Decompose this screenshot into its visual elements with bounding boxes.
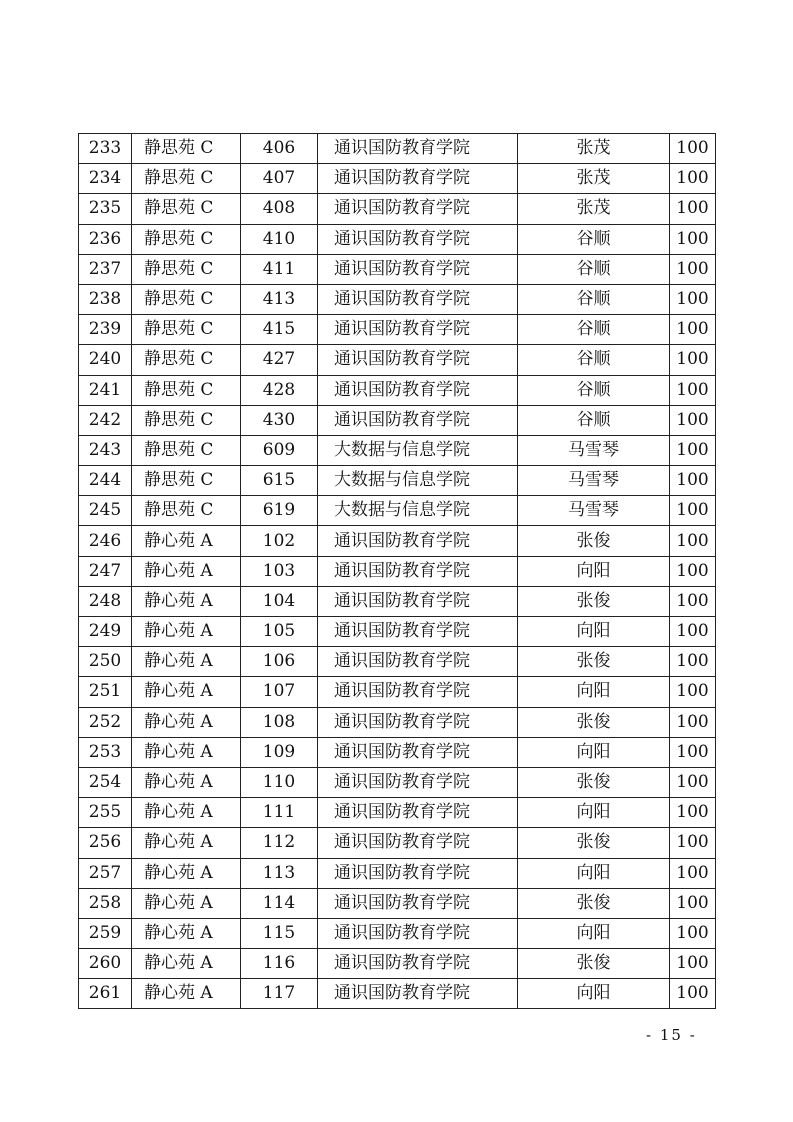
- room-cell: 112: [241, 828, 318, 858]
- room-cell: 619: [241, 496, 318, 526]
- row-number-cell: 260: [79, 949, 132, 979]
- room-cell: 408: [241, 194, 318, 224]
- table-row: [79, 798, 716, 828]
- college-cell: 大数据与信息学院: [318, 435, 518, 465]
- row-number-cell: 259: [79, 918, 132, 948]
- score-cell: 100: [670, 164, 716, 194]
- score-cell: 100: [670, 405, 716, 435]
- score-cell: 100: [670, 345, 716, 375]
- room-cell: 609: [241, 435, 318, 465]
- college-cell: 大数据与信息学院: [318, 496, 518, 526]
- table-row: [79, 707, 716, 737]
- table-body: [79, 134, 716, 1009]
- score-cell: 100: [670, 888, 716, 918]
- building-cell: 静思苑 C: [132, 435, 241, 465]
- person-cell: 张俊: [518, 949, 670, 979]
- college-cell: 通识国防教育学院: [318, 224, 518, 254]
- table-row: [79, 918, 716, 948]
- college-cell: 通识国防教育学院: [318, 647, 518, 677]
- room-cell: 428: [241, 375, 318, 405]
- person-cell: 向阳: [518, 556, 670, 586]
- score-cell: 100: [670, 737, 716, 767]
- room-cell: 106: [241, 647, 318, 677]
- person-cell: 谷顺: [518, 315, 670, 345]
- score-cell: 100: [670, 979, 716, 1009]
- person-cell: 张茂: [518, 164, 670, 194]
- row-number-cell: 243: [79, 435, 132, 465]
- score-cell: 100: [670, 194, 716, 224]
- building-cell: 静思苑 C: [132, 194, 241, 224]
- row-number-cell: 239: [79, 315, 132, 345]
- person-cell: 向阳: [518, 737, 670, 767]
- room-cell: 410: [241, 224, 318, 254]
- college-cell: 通识国防教育学院: [318, 828, 518, 858]
- room-cell: 115: [241, 918, 318, 948]
- room-cell: 108: [241, 707, 318, 737]
- score-cell: 100: [670, 526, 716, 556]
- table-row: [79, 405, 716, 435]
- table-row: [79, 375, 716, 405]
- building-cell: 静思苑 C: [132, 164, 241, 194]
- person-cell: 谷顺: [518, 284, 670, 314]
- building-cell: 静心苑 A: [132, 949, 241, 979]
- row-number-cell: 249: [79, 617, 132, 647]
- college-cell: 通识国防教育学院: [318, 737, 518, 767]
- dormitory-score-table: [78, 133, 716, 1009]
- person-cell: 向阳: [518, 918, 670, 948]
- table-row: [79, 254, 716, 284]
- table-row: [79, 677, 716, 707]
- college-cell: 通识国防教育学院: [318, 284, 518, 314]
- college-cell: 通识国防教育学院: [318, 556, 518, 586]
- building-cell: 静思苑 C: [132, 345, 241, 375]
- row-number-cell: 234: [79, 164, 132, 194]
- college-cell: 通识国防教育学院: [318, 918, 518, 948]
- score-cell: 100: [670, 224, 716, 254]
- person-cell: 张茂: [518, 134, 670, 164]
- person-cell: 张俊: [518, 647, 670, 677]
- row-number-cell: 235: [79, 194, 132, 224]
- row-number-cell: 233: [79, 134, 132, 164]
- college-cell: 通识国防教育学院: [318, 164, 518, 194]
- room-cell: 413: [241, 284, 318, 314]
- row-number-cell: 251: [79, 677, 132, 707]
- row-number-cell: 237: [79, 254, 132, 284]
- person-cell: 张俊: [518, 767, 670, 797]
- score-cell: 100: [670, 677, 716, 707]
- building-cell: 静思苑 C: [132, 466, 241, 496]
- room-cell: 110: [241, 767, 318, 797]
- room-cell: 109: [241, 737, 318, 767]
- person-cell: 马雪琴: [518, 466, 670, 496]
- score-cell: 100: [670, 949, 716, 979]
- building-cell: 静思苑 C: [132, 405, 241, 435]
- score-cell: 100: [670, 254, 716, 284]
- table-row: [79, 496, 716, 526]
- building-cell: 静心苑 A: [132, 858, 241, 888]
- table-row: [79, 647, 716, 677]
- table-row: [79, 979, 716, 1009]
- score-cell: 100: [670, 134, 716, 164]
- table-row: [79, 194, 716, 224]
- row-number-cell: 236: [79, 224, 132, 254]
- row-number-cell: 244: [79, 466, 132, 496]
- college-cell: 通识国防教育学院: [318, 949, 518, 979]
- college-cell: 通识国防教育学院: [318, 526, 518, 556]
- person-cell: 谷顺: [518, 224, 670, 254]
- building-cell: 静心苑 A: [132, 586, 241, 616]
- building-cell: 静思苑 C: [132, 375, 241, 405]
- room-cell: 615: [241, 466, 318, 496]
- building-cell: 静思苑 C: [132, 254, 241, 284]
- table-row: [79, 949, 716, 979]
- table-row: [79, 315, 716, 345]
- room-cell: 116: [241, 949, 318, 979]
- building-cell: 静心苑 A: [132, 707, 241, 737]
- row-number-cell: 245: [79, 496, 132, 526]
- row-number-cell: 257: [79, 858, 132, 888]
- row-number-cell: 256: [79, 828, 132, 858]
- person-cell: 马雪琴: [518, 435, 670, 465]
- college-cell: 通识国防教育学院: [318, 677, 518, 707]
- room-cell: 103: [241, 556, 318, 586]
- college-cell: 通识国防教育学院: [318, 888, 518, 918]
- person-cell: 张茂: [518, 194, 670, 224]
- row-number-cell: 242: [79, 405, 132, 435]
- college-cell: 通识国防教育学院: [318, 858, 518, 888]
- row-number-cell: 247: [79, 556, 132, 586]
- building-cell: 静心苑 A: [132, 828, 241, 858]
- college-cell: 通识国防教育学院: [318, 979, 518, 1009]
- score-cell: 100: [670, 918, 716, 948]
- room-cell: 113: [241, 858, 318, 888]
- table-row: [79, 284, 716, 314]
- college-cell: 通识国防教育学院: [318, 315, 518, 345]
- table-row: [79, 224, 716, 254]
- table-row: [79, 435, 716, 465]
- table-row: [79, 134, 716, 164]
- room-cell: 415: [241, 315, 318, 345]
- building-cell: 静心苑 A: [132, 979, 241, 1009]
- room-cell: 430: [241, 405, 318, 435]
- person-cell: 向阳: [518, 798, 670, 828]
- table-row: [79, 737, 716, 767]
- person-cell: 向阳: [518, 617, 670, 647]
- building-cell: 静思苑 C: [132, 496, 241, 526]
- person-cell: 张俊: [518, 707, 670, 737]
- room-cell: 117: [241, 979, 318, 1009]
- room-cell: 411: [241, 254, 318, 284]
- table-row: [79, 466, 716, 496]
- college-cell: 通识国防教育学院: [318, 767, 518, 797]
- person-cell: 张俊: [518, 526, 670, 556]
- person-cell: 谷顺: [518, 405, 670, 435]
- building-cell: 静思苑 C: [132, 134, 241, 164]
- row-number-cell: 254: [79, 767, 132, 797]
- row-number-cell: 238: [79, 284, 132, 314]
- room-cell: 427: [241, 345, 318, 375]
- score-cell: 100: [670, 707, 716, 737]
- score-cell: 100: [670, 496, 716, 526]
- room-cell: 107: [241, 677, 318, 707]
- room-cell: 114: [241, 888, 318, 918]
- person-cell: 谷顺: [518, 345, 670, 375]
- row-number-cell: 255: [79, 798, 132, 828]
- score-cell: 100: [670, 647, 716, 677]
- score-cell: 100: [670, 767, 716, 797]
- score-cell: 100: [670, 556, 716, 586]
- score-cell: 100: [670, 586, 716, 616]
- person-cell: 向阳: [518, 858, 670, 888]
- score-cell: 100: [670, 798, 716, 828]
- college-cell: 通识国防教育学院: [318, 405, 518, 435]
- person-cell: 马雪琴: [518, 496, 670, 526]
- score-cell: 100: [670, 466, 716, 496]
- college-cell: 通识国防教育学院: [318, 375, 518, 405]
- table-row: [79, 345, 716, 375]
- score-cell: 100: [670, 858, 716, 888]
- building-cell: 静心苑 A: [132, 918, 241, 948]
- row-number-cell: 252: [79, 707, 132, 737]
- table-row: [79, 526, 716, 556]
- row-number-cell: 240: [79, 345, 132, 375]
- row-number-cell: 258: [79, 888, 132, 918]
- row-number-cell: 250: [79, 647, 132, 677]
- row-number-cell: 253: [79, 737, 132, 767]
- score-cell: 100: [670, 284, 716, 314]
- room-cell: 105: [241, 617, 318, 647]
- college-cell: 通识国防教育学院: [318, 345, 518, 375]
- college-cell: 通识国防教育学院: [318, 617, 518, 647]
- room-cell: 406: [241, 134, 318, 164]
- room-cell: 111: [241, 798, 318, 828]
- college-cell: 通识国防教育学院: [318, 798, 518, 828]
- building-cell: 静心苑 A: [132, 556, 241, 586]
- person-cell: 张俊: [518, 828, 670, 858]
- row-number-cell: 261: [79, 979, 132, 1009]
- table-row: [79, 556, 716, 586]
- score-cell: 100: [670, 375, 716, 405]
- building-cell: 静思苑 C: [132, 315, 241, 345]
- table-row: [79, 586, 716, 616]
- score-cell: 100: [670, 617, 716, 647]
- college-cell: 通识国防教育学院: [318, 134, 518, 164]
- row-number-cell: 241: [79, 375, 132, 405]
- building-cell: 静心苑 A: [132, 617, 241, 647]
- room-cell: 407: [241, 164, 318, 194]
- score-cell: 100: [670, 315, 716, 345]
- college-cell: 通识国防教育学院: [318, 194, 518, 224]
- table-row: [79, 617, 716, 647]
- row-number-cell: 246: [79, 526, 132, 556]
- building-cell: 静心苑 A: [132, 767, 241, 797]
- building-cell: 静思苑 C: [132, 224, 241, 254]
- building-cell: 静心苑 A: [132, 737, 241, 767]
- building-cell: 静思苑 C: [132, 284, 241, 314]
- page-number: - 15 -: [646, 1026, 697, 1044]
- person-cell: 谷顺: [518, 375, 670, 405]
- room-cell: 104: [241, 586, 318, 616]
- building-cell: 静心苑 A: [132, 526, 241, 556]
- college-cell: 大数据与信息学院: [318, 466, 518, 496]
- person-cell: 张俊: [518, 586, 670, 616]
- person-cell: 向阳: [518, 979, 670, 1009]
- table-row: [79, 858, 716, 888]
- building-cell: 静心苑 A: [132, 677, 241, 707]
- building-cell: 静心苑 A: [132, 647, 241, 677]
- building-cell: 静心苑 A: [132, 888, 241, 918]
- table-row: [79, 767, 716, 797]
- table-row: [79, 828, 716, 858]
- building-cell: 静心苑 A: [132, 798, 241, 828]
- person-cell: 向阳: [518, 677, 670, 707]
- room-cell: 102: [241, 526, 318, 556]
- row-number-cell: 248: [79, 586, 132, 616]
- college-cell: 通识国防教育学院: [318, 586, 518, 616]
- college-cell: 通识国防教育学院: [318, 707, 518, 737]
- table-row: [79, 888, 716, 918]
- person-cell: 张俊: [518, 888, 670, 918]
- score-cell: 100: [670, 828, 716, 858]
- college-cell: 通识国防教育学院: [318, 254, 518, 284]
- score-cell: 100: [670, 435, 716, 465]
- table-row: [79, 164, 716, 194]
- person-cell: 谷顺: [518, 254, 670, 284]
